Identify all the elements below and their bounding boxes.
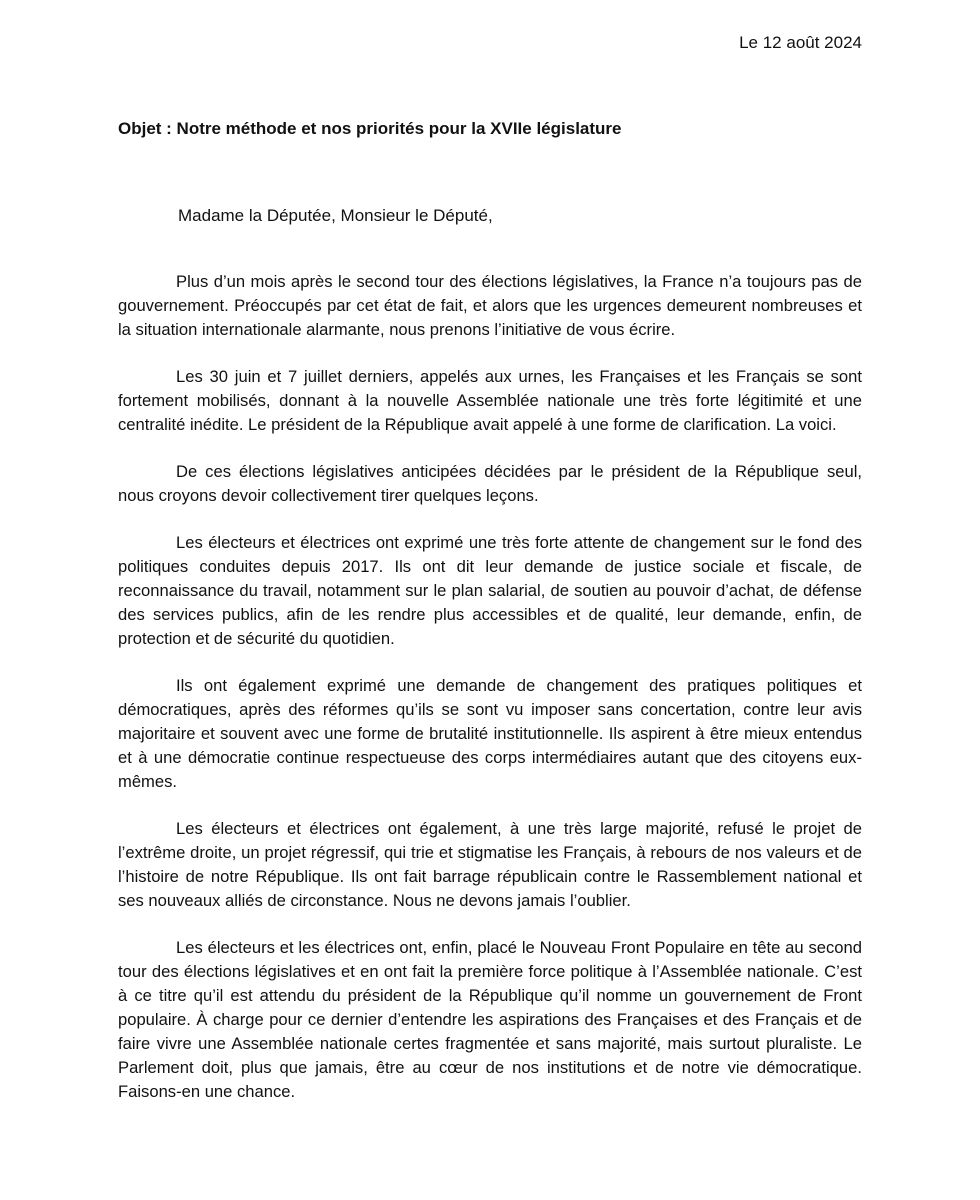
- paragraph: De ces élections législatives anticipées décidées par le président de la République seul, nous croyons devoir collectivement tirer quelques leçons.: [118, 462, 862, 505]
- paragraph: Les électeurs et les électrices ont, enfin, placé le Nouveau Front Populaire en tête au second tour des élections législatives et en ont fait la première force politique à l’Assemblée nationale. C’est à ce titre qu’il est attendu du président de la République qu’il nomme un gouvernement de Front populaire. À charge pour ce dernier d’entendre les aspirations des Françaises et des Français et de faire vivre une Assemblée nationale certes fragmentée et sans majorité, mais surtout pluraliste. Le Parlement doit, plus que jamais, être au cœur de nos institutions et de notre vie démocratique. Faisons-en une chance.: [118, 938, 862, 1101]
- paragraph: Les électeurs et électrices ont également, à une très large majorité, refusé le projet de l’extrême droite, un projet régressif, qui trie et stigmatise les Français, à rebours de nos valeurs et de l’histoire de notre République. Ils ont fait barrage républicain contre le Rassemblement national et ses nouveaux alliés de circonstance. Nous ne devons jamais l’oublier.: [118, 819, 862, 910]
- letter-date: Le 12 août 2024: [739, 33, 862, 52]
- letter-salutation: Madame la Députée, Monsieur le Député,: [178, 206, 493, 225]
- paragraph: Les électeurs et électrices ont exprimé une très forte attente de changement sur le fond des politiques conduites depuis 2017. Ils ont dit leur demande de justice sociale et fiscale, de reconnaissance du travail, notamment sur le plan salarial, de soutien au pouvoir d’achat, de défense des services publics, afin de les rendre plus accessibles et de qualité, leur demande, enfin, de protection et de sécurité du quotidien.: [118, 533, 862, 648]
- letter-subject: Objet : Notre méthode et nos priorités pour la XVIIe législature: [118, 119, 622, 138]
- paragraph: Plus d’un mois après le second tour des élections législatives, la France n’a toujours pas de gouvernement. Préoccupés par cet état de fait, et alors que les urgences demeurent nombreuses et la situation internationale alarmante, nous prenons l’initiative de vous écrire.: [118, 272, 862, 339]
- paragraph: Les 30 juin et 7 juillet derniers, appelés aux urnes, les Françaises et les Français se sont fortement mobilisés, donnant à la nouvelle Assemblée nationale une très forte légitimité et une centralité inédite. Le président de la République avait appelé à une forme de clarification. La voici.: [118, 367, 862, 434]
- paragraph: Ils ont également exprimé une demande de changement des pratiques politiques et démocratiques, après des réformes qu’ils se sont vu imposer sans concertation, contre leur avis majoritaire et souvent avec une forme de brutalité institutionnelle. Ils aspirent à être mieux entendus et à une démocratie continue respectueuse des corps intermédiaires autant que des citoyens eux-mêmes.: [118, 676, 862, 791]
- letter-body: [118, 270, 862, 1127]
